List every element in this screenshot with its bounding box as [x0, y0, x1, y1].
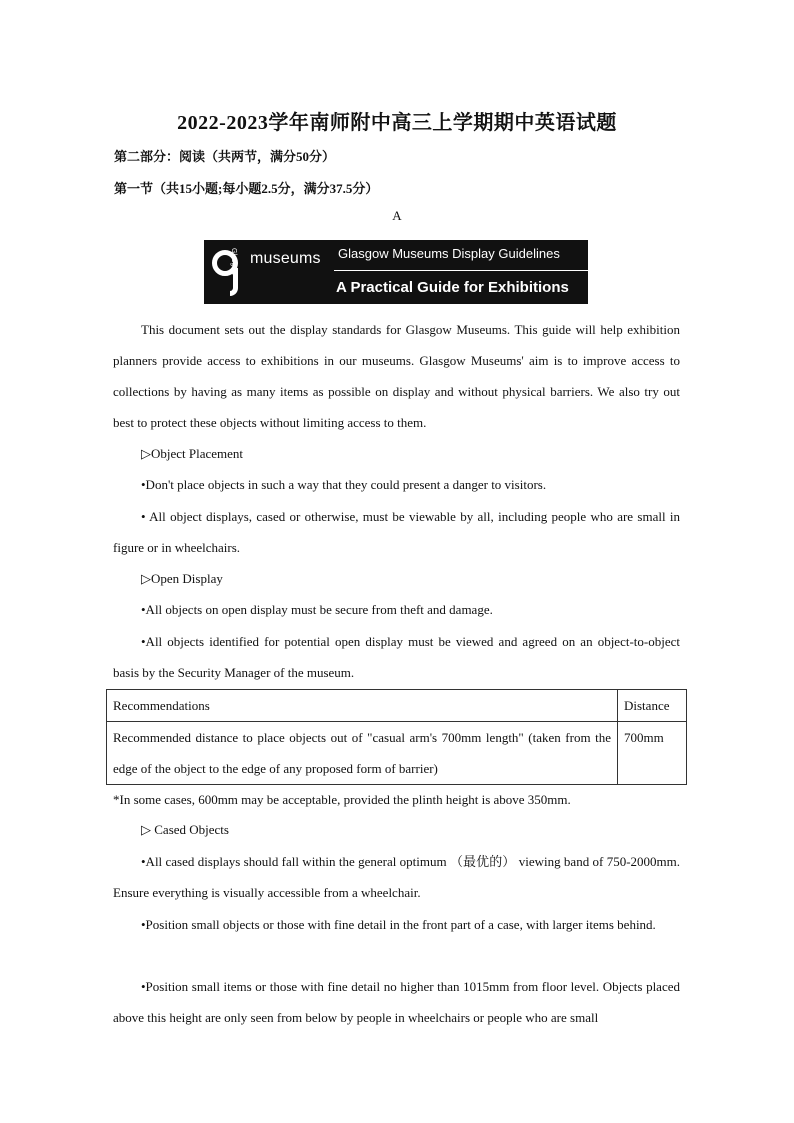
logo-small-text: Glasgow	[230, 248, 237, 276]
banner-title: Glasgow Museums Display Guidelines	[338, 246, 560, 261]
section-one-heading: 第一节（共15小题;每小题2.5分，满分37.5分）	[114, 181, 379, 196]
recommendations-table	[106, 689, 687, 785]
museum-banner-image	[204, 240, 588, 304]
table-row	[107, 722, 687, 785]
logo-word: museums	[250, 250, 321, 267]
cased-objects-item-2: •Position small objects or those with fine detail in the front part of a case, with larger items behind.	[141, 917, 656, 932]
cased-objects-item-1: •All cased displays should fall within the general optimum （最优的） viewing band of 750-2000mm. Ensure everything is visually accessible from a wheelchair.	[113, 854, 680, 900]
open-display-item-2: •All objects identified for potential open display must be viewed and agreed on an object-to-object basis by the Security Manager of the museum.	[113, 634, 680, 680]
table-cell-distance: 700mm	[618, 722, 687, 785]
open-display-item-1: •All objects on open display must be secure from theft and damage.	[141, 602, 493, 617]
table-header-row	[107, 690, 687, 722]
banner-subtitle: A Practical Guide for Exhibitions	[336, 279, 569, 296]
object-placement-item-1: •Don't place objects in such a way that they could present a danger to visitors.	[141, 477, 547, 492]
table-header-recommendations: Recommendations	[107, 690, 618, 722]
passage-letter: A	[392, 208, 402, 223]
table-cell-recommendation: Recommended distance to place objects out of "casual arm's 700mm length" (taken from the edge of the object to the edge of any proposed form of barrier)	[107, 722, 618, 785]
banner-divider	[334, 270, 588, 271]
cased-objects-item-3: •Position small items or those with fine detail no higher than 1015mm from floor level. Objects placed above this height are only seen from below by people in wheelchairs or people who are small	[113, 979, 680, 1025]
glasgow-logo-icon	[210, 244, 242, 300]
object-placement-item-2: • All object displays, cased or otherwise, must be viewable by all, including people who are small in figure or in wheelchairs.	[113, 509, 680, 555]
section-part-heading: 第二部分：阅读（共两节，满分50分）	[114, 149, 336, 164]
page-title: 2022-2023学年南师附中高三上学期期中英语试题	[177, 112, 617, 134]
table-header-distance: Distance	[618, 690, 687, 722]
open-display-heading: ▷Open Display	[141, 571, 223, 586]
intro-paragraph: This document sets out the display standards for Glasgow Museums. This guide will help exhibition planners provide access to exhibitions in our museums. Glasgow Museums' aim is to improve access to collections by having as many items as possible on display and without physical barriers. We also try out best to protect these objects without limiting access to them.	[113, 322, 680, 430]
object-placement-heading: ▷Object Placement	[141, 446, 244, 461]
cased-objects-heading: ▷ Cased Objects	[141, 822, 229, 837]
table-note: *In some cases, 600mm may be acceptable, provided the plinth height is above 350mm.	[113, 792, 571, 807]
